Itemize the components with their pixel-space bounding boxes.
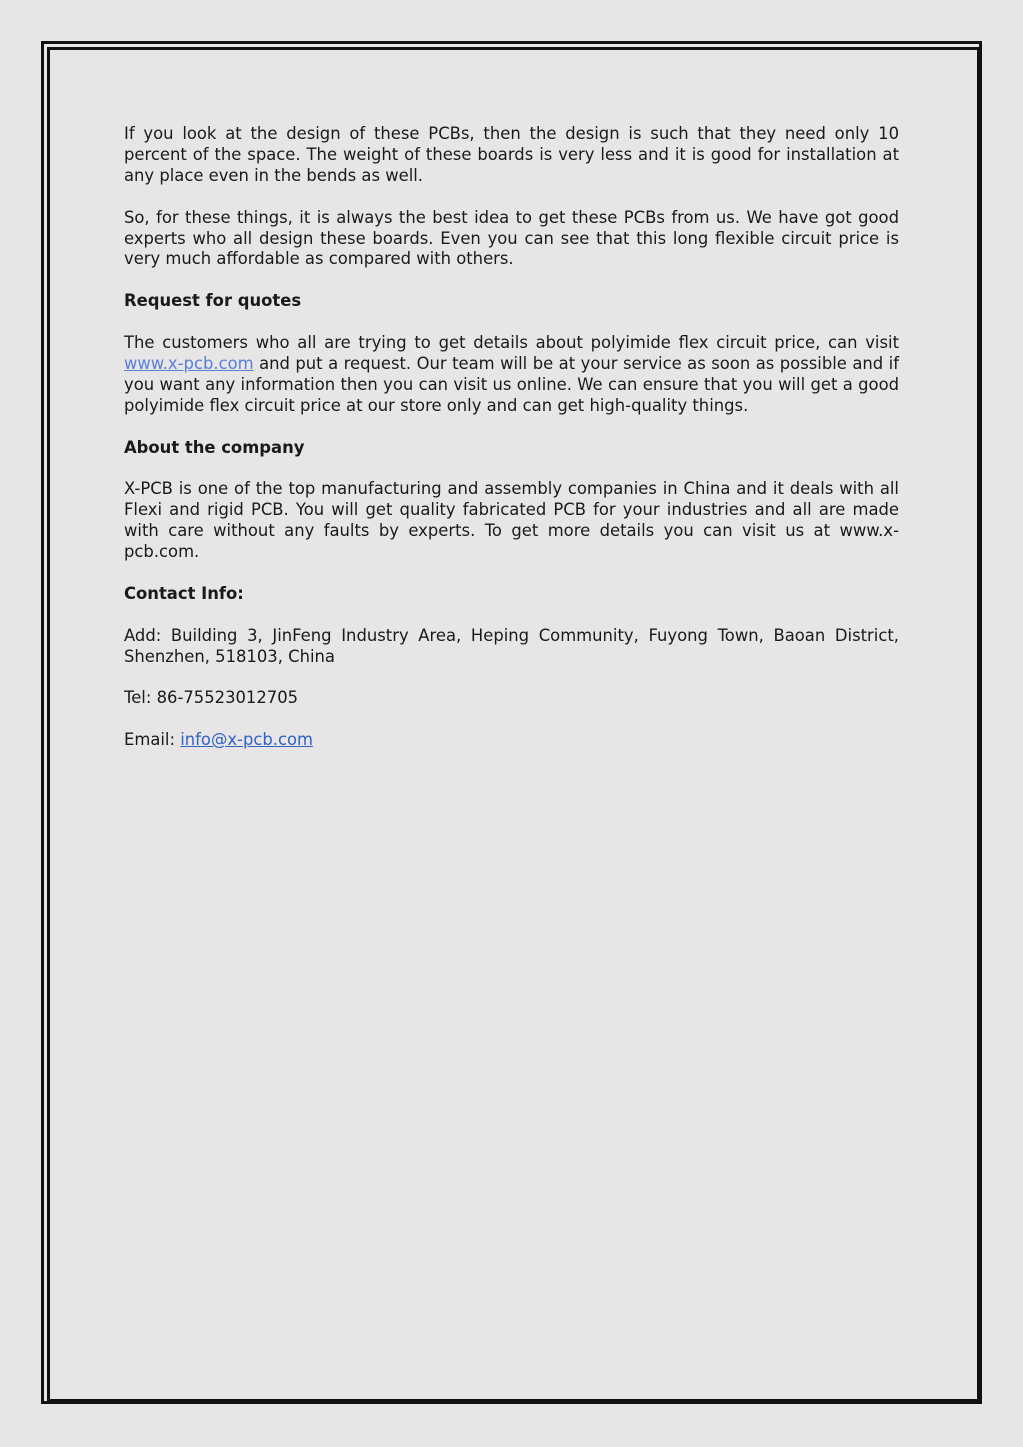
heading-request-for-quotes: Request for quotes bbox=[124, 291, 302, 311]
website-link[interactable]: www.x-pcb.com bbox=[124, 353, 254, 373]
email-link[interactable]: info@x-pcb.com bbox=[180, 730, 314, 750]
contact-email bbox=[124, 730, 899, 751]
heading-about-company: About the company bbox=[124, 437, 305, 457]
document-body bbox=[124, 124, 899, 772]
paragraph-customers bbox=[124, 333, 899, 417]
paragraph-customers-text-2: and put a request. Our team will be at your service as soon as possible and if you want any information then you can visit us online. We can ensure that you will get a good polyimide flex circuit price at our store only and can get high-quality things. bbox=[124, 353, 899, 415]
contact-email-label: Email: bbox=[124, 730, 181, 750]
paragraph-customers-text-1: The customers who all are trying to get details about polyimide flex circuit price, can visit bbox=[124, 333, 899, 353]
contact-tel: Tel: 86-75523012705 bbox=[124, 688, 299, 708]
paragraph-best-idea: So, for these things, it is always the best idea to get these PCBs from us. We have got good experts who all design these boards. Even you can see that this long flexible circuit price is very much affordable as compared with others. bbox=[124, 207, 899, 269]
paragraph-design: If you look at the design of these PCBs, then the design is such that they need only 10 percent of the space. The weight of these boards is very less and it is good for installation at any place even in the bends as well. bbox=[124, 124, 899, 185]
contact-address: Add: Building 3, JinFeng Industry Area, Heping Community, Fuyong Town, Baoan District, Shenzhen, 518103, China bbox=[124, 625, 899, 666]
paragraph-company: X-PCB is one of the top manufacturing and assembly companies in China and it deals with all Flexi and rigid PCB. You will get quality fabricated PCB for your industries and all are made with care without any faults by experts. To get more details you can visit us at www.x-pcb.com. bbox=[124, 479, 899, 562]
heading-contact-info: Contact Info: bbox=[124, 583, 244, 603]
